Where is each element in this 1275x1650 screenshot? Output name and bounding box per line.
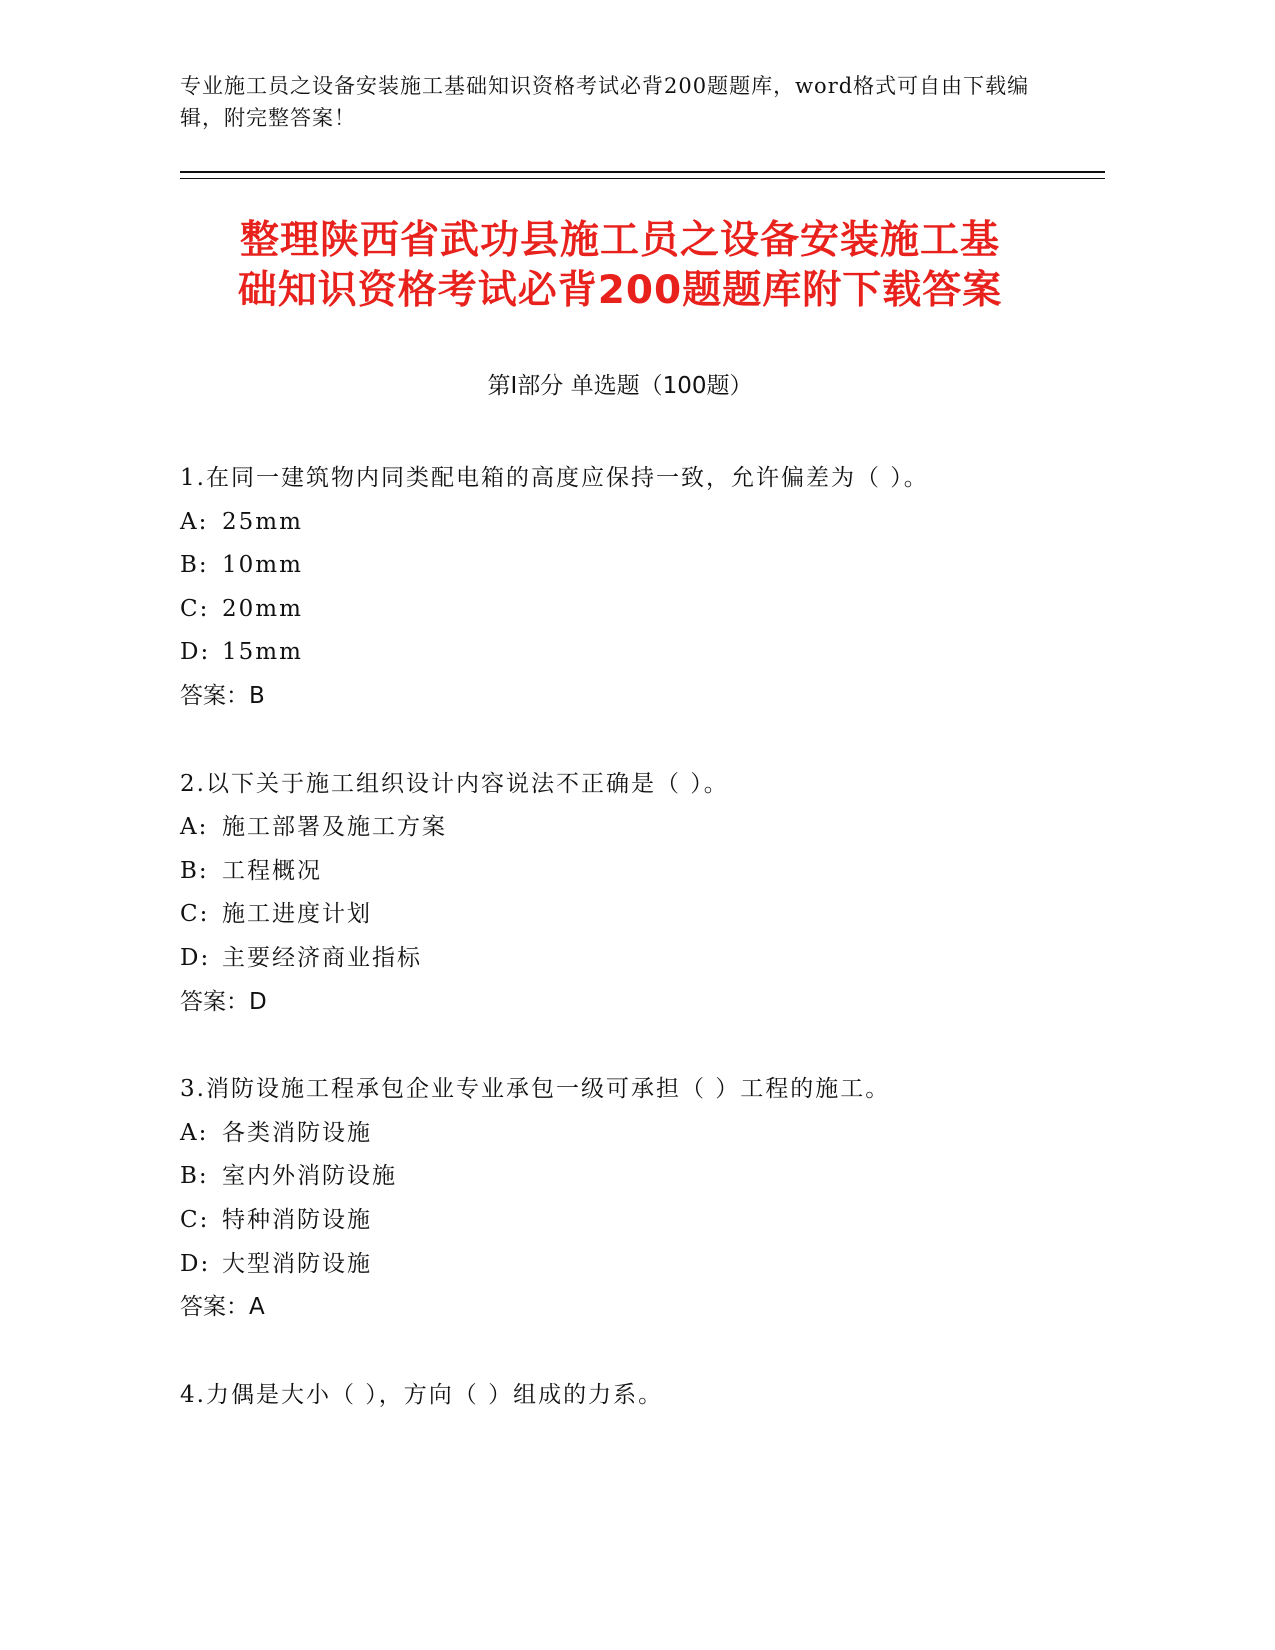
option-b bbox=[180, 1155, 1105, 1199]
option-text: 主要经济商业指标 bbox=[222, 944, 422, 971]
answer-text: 答案：B bbox=[180, 682, 265, 709]
question-item bbox=[180, 1374, 1105, 1418]
option-text: 20mm bbox=[222, 595, 303, 622]
option-c bbox=[180, 588, 1105, 632]
option-b bbox=[180, 544, 1105, 588]
option-text: 15mm bbox=[222, 639, 303, 666]
option-text: 各类消防设施 bbox=[222, 1119, 372, 1146]
option-letter: C: bbox=[180, 595, 210, 622]
question-item bbox=[180, 457, 1105, 719]
option-c bbox=[180, 893, 1105, 937]
question-item bbox=[180, 1068, 1105, 1330]
option-d bbox=[180, 937, 1105, 981]
answer-text: 答案：A bbox=[180, 1294, 265, 1321]
question-text: 4.力偶是大小（ ），方向（ ）组成的力系。 bbox=[180, 1381, 664, 1408]
question-list bbox=[180, 457, 1105, 1461]
question-item bbox=[180, 763, 1105, 1025]
option-letter: A: bbox=[180, 508, 209, 535]
option-text: 25mm bbox=[222, 508, 303, 535]
option-text: 10mm bbox=[222, 552, 303, 579]
option-a bbox=[180, 806, 1105, 850]
option-text: 施工部署及施工方案 bbox=[222, 814, 447, 841]
header-note: 专业施工员之设备安装施工基础知识资格考试必背200题题库，word格式可自由下载编辑，附完整答案！ bbox=[180, 74, 1030, 130]
title-line-1: 整理陕西省武功县施工员之设备安装施工基 bbox=[239, 218, 1000, 263]
option-letter: C: bbox=[180, 1206, 210, 1233]
option-a bbox=[180, 1112, 1105, 1156]
question-text: 3.消防设施工程承包企业专业承包一级可承担（ ）工程的施工。 bbox=[180, 1076, 891, 1103]
option-letter: D: bbox=[180, 1250, 211, 1277]
title-line-2: 础知识资格考试必背200题题库附下载答案 bbox=[237, 268, 1003, 313]
option-text: 室内外消防设施 bbox=[222, 1163, 397, 1190]
answer-text: 答案：D bbox=[180, 988, 267, 1015]
option-text: 大型消防设施 bbox=[222, 1250, 372, 1277]
option-d bbox=[180, 1243, 1105, 1287]
document-title bbox=[180, 216, 1060, 316]
option-b bbox=[180, 850, 1105, 894]
option-letter: B: bbox=[180, 1163, 209, 1190]
option-letter: A: bbox=[180, 1119, 209, 1146]
option-letter: A: bbox=[180, 814, 209, 841]
option-a bbox=[180, 501, 1105, 545]
option-text: 特种消防设施 bbox=[222, 1206, 372, 1233]
option-letter: C: bbox=[180, 901, 210, 928]
option-text: 施工进度计划 bbox=[222, 901, 372, 928]
header-divider-thick bbox=[180, 171, 1105, 173]
question-text: 2.以下关于施工组织设计内容说法不正确是（ ）。 bbox=[180, 770, 729, 797]
option-text: 工程概况 bbox=[222, 857, 322, 884]
section-title: 第Ⅰ部分 单选题（100题） bbox=[487, 373, 753, 399]
option-letter: D: bbox=[180, 639, 211, 666]
option-d bbox=[180, 631, 1105, 675]
question-text: 1.在同一建筑物内同类配电箱的高度应保持一致，允许偏差为（ ）。 bbox=[180, 465, 929, 491]
option-letter: B: bbox=[180, 857, 209, 884]
option-c bbox=[180, 1199, 1105, 1243]
option-letter: D: bbox=[180, 944, 211, 971]
header-divider-thin bbox=[180, 178, 1105, 179]
option-letter: B: bbox=[180, 552, 209, 579]
